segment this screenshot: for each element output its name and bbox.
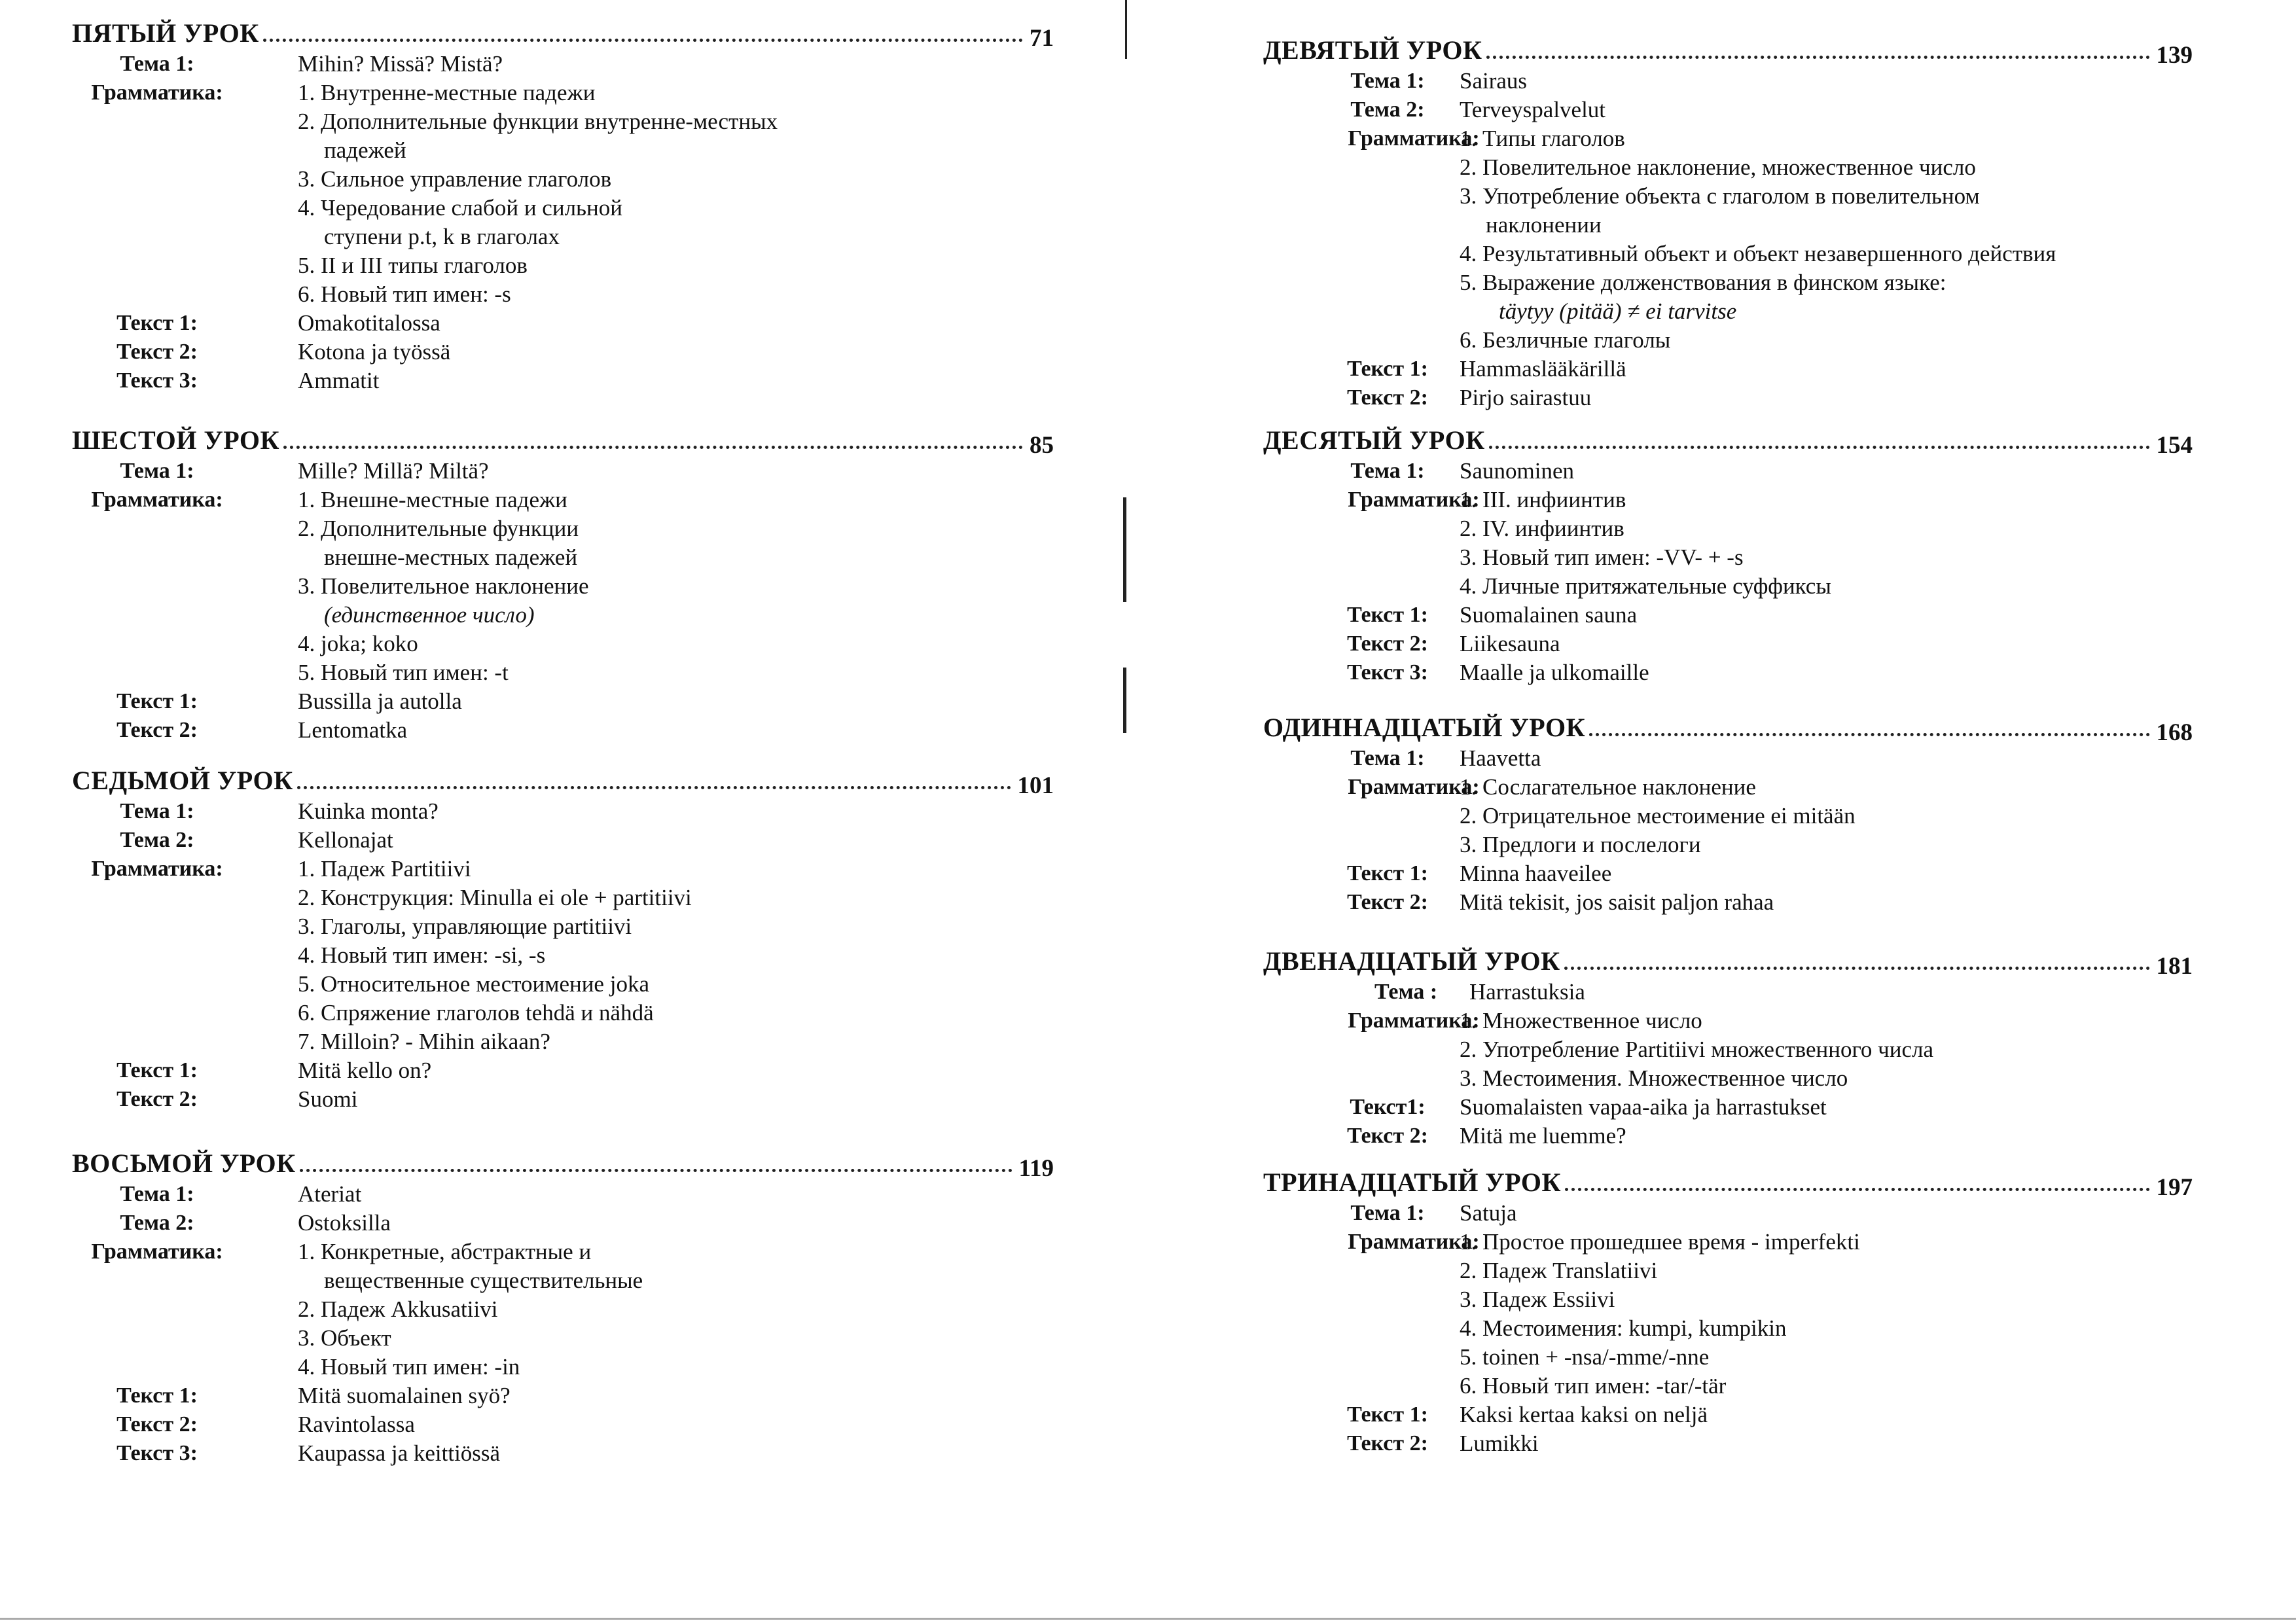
text-reading-value: Kaupassa ja keittiössä xyxy=(298,1440,501,1466)
toc-leader-dots xyxy=(1486,56,2150,59)
text-reading-value: Suomalaisten vapaa-aika ja harrastukset xyxy=(1460,1094,1827,1120)
text-reading-label: Текст 1: xyxy=(1347,357,1428,381)
theme-value: Mihin? Missä? Mistä? xyxy=(298,51,503,77)
grammar-label: Грамматика: xyxy=(1348,126,1480,151)
lesson-page-number: 168 xyxy=(2156,719,2193,746)
grammar-item: 3. Предлоги и послелоги xyxy=(1460,832,1701,857)
text-reading-label: Текст 2: xyxy=(117,340,198,364)
grammar-item: 7. Milloin? - Mihin aikaan? xyxy=(298,1029,550,1054)
lesson-header[interactable] xyxy=(72,416,1054,459)
grammar-item: 4. Личные притяжательные суффиксы xyxy=(1460,573,1831,599)
lesson-page-number: 197 xyxy=(2156,1174,2193,1201)
toc-leader-dots xyxy=(300,1169,1013,1172)
lesson-title: ДЕСЯТЫЙ УРОК xyxy=(1263,425,1485,455)
grammar-item-continuation: внешне-местных падежей xyxy=(324,544,578,570)
grammar-item-continuation: ступени p.t, k в глаголах xyxy=(324,224,560,249)
text-reading-label: Текст 2: xyxy=(117,1087,198,1111)
text-reading-label: Текст 1: xyxy=(117,1383,198,1408)
grammar-item-continuation: täytyy (pitää) ≠ ei tarvitse xyxy=(1499,298,1737,324)
grammar-item: 3. Падеж Essiivi xyxy=(1460,1287,1615,1312)
grammar-label: Грамматика: xyxy=(91,857,223,881)
lesson-title: ВОСЬМОЙ УРОК xyxy=(72,1149,296,1178)
text-reading-value: Suomi xyxy=(298,1086,358,1112)
grammar-item: 6. Безличные глаголы xyxy=(1460,327,1671,353)
theme-label: Тема 1: xyxy=(120,799,194,823)
grammar-item: 1. Внутренне-местные падежи xyxy=(298,80,596,105)
lesson-header[interactable] xyxy=(1263,1158,2193,1201)
text-reading-value: Pirjo sairastuu xyxy=(1460,385,1592,410)
grammar-item: 2. Падеж Translatiivi xyxy=(1460,1258,1658,1283)
grammar-label: Грамматика: xyxy=(1348,1230,1480,1254)
page-bottom-edge xyxy=(0,1618,2296,1620)
theme-label: Тема 2: xyxy=(120,828,194,852)
text-reading-label: Текст 2: xyxy=(1347,385,1428,410)
text-reading-value: Suomalainen sauna xyxy=(1460,602,1638,628)
lesson-header[interactable] xyxy=(1263,937,2193,980)
grammar-item: 5. Выражение долженствования в финском языке: xyxy=(1460,270,1946,295)
lesson-page-number: 139 xyxy=(2156,42,2193,69)
text-reading-value: Liikesauna xyxy=(1460,631,1560,656)
theme-value: Sairaus xyxy=(1460,68,1528,94)
theme-label: Тема 1: xyxy=(120,52,194,76)
grammar-item: 3. Местоимения. Множественное число xyxy=(1460,1065,1848,1091)
lesson-header[interactable] xyxy=(1263,26,2193,69)
toc-leader-dots xyxy=(1564,967,2150,970)
spine-mark xyxy=(1125,0,1127,59)
text-reading-label: Текст 2: xyxy=(1347,1431,1428,1455)
grammar-item: 2. Употребление Partitiivi множественного числа xyxy=(1460,1037,1934,1062)
text-reading-label: Текст 1: xyxy=(1347,603,1428,627)
grammar-label: Грамматика: xyxy=(1348,1008,1480,1033)
lesson-page-number: 181 xyxy=(2156,953,2193,980)
grammar-label: Грамматика: xyxy=(91,1240,223,1264)
grammar-item: 1. III. инфиинтив xyxy=(1460,487,1626,512)
text-reading-label: Текст 1: xyxy=(117,311,198,335)
grammar-item: 1. Падеж Partitiivi xyxy=(298,856,471,882)
grammar-item: 3. Новый тип имен: -VV- + -s xyxy=(1460,544,1744,570)
lesson-title: ТРИНАДЦАТЫЙ УРОК xyxy=(1263,1168,1561,1197)
lesson-header[interactable] xyxy=(72,9,1054,52)
grammar-item: 5. Относительное местоимение joka xyxy=(298,971,649,997)
text-reading-value: Ammatit xyxy=(298,368,380,393)
lesson-title: ПЯТЫЙ УРОК xyxy=(72,18,259,48)
text-reading-value: Lumikki xyxy=(1460,1431,1539,1456)
grammar-item: 1. Типы глаголов xyxy=(1460,126,1625,151)
lesson-title: ОДИННАДЦАТЫЙ УРОК xyxy=(1263,713,1586,742)
lesson-title: СЕДЬМОЙ УРОК xyxy=(72,766,293,795)
grammar-item: 4. Новый тип имен: -si, -s xyxy=(298,942,546,968)
text-reading-value: Hammaslääkärillä xyxy=(1460,356,1626,382)
theme-label: Тема 1: xyxy=(1350,69,1425,93)
grammar-item: 3. Объект xyxy=(298,1325,391,1351)
text-reading-value: Mitä tekisit, jos saisit paljon rahaa xyxy=(1460,889,1774,915)
theme-label: Тема 1: xyxy=(120,459,194,483)
theme-label: Тема 1: xyxy=(1350,1201,1425,1225)
grammar-item: 1. Сослагательное наклонение xyxy=(1460,774,1756,800)
grammar-item: 6. Новый тип имен: -s xyxy=(298,281,511,307)
left-page xyxy=(0,0,1113,1623)
toc-leader-dots xyxy=(1565,1188,2150,1191)
toc-leader-dots xyxy=(1589,733,2149,736)
grammar-item: 1. Конкретные, абстрактные и xyxy=(298,1239,592,1264)
grammar-item: 4. joka; koko xyxy=(298,631,418,656)
theme-value: Ateriat xyxy=(298,1181,362,1207)
text-reading-label: Текст 2: xyxy=(1347,632,1428,656)
text-reading-label: Текст 2: xyxy=(1347,890,1428,914)
theme-label: Тема 2: xyxy=(1350,98,1425,122)
text-reading-label: Текст 2: xyxy=(117,1412,198,1436)
theme-label: Тема 2: xyxy=(120,1211,194,1235)
grammar-label: Грамматика: xyxy=(1348,488,1480,512)
grammar-item: 2. Конструкция: Minulla ei ole + partitiivi xyxy=(298,885,692,910)
text-reading-label: Текст 3: xyxy=(117,1441,198,1465)
lesson-page-number: 101 xyxy=(1017,772,1054,799)
toc-leader-dots xyxy=(1489,446,2150,449)
right-page xyxy=(1263,0,2296,1623)
grammar-item: 3. Повелительное наклонение xyxy=(298,573,589,599)
text-reading-label: Текст1: xyxy=(1350,1095,1426,1119)
grammar-item: 2. Дополнительные функции xyxy=(298,516,579,541)
theme-label: Тема 1: xyxy=(1350,746,1425,770)
grammar-item: 2. Дополнительные функции внутренне-местных xyxy=(298,109,778,134)
text-reading-label: Текст 1: xyxy=(1347,861,1428,885)
grammar-item: 4. Новый тип имен: -in xyxy=(298,1354,520,1380)
spine-mark xyxy=(1123,668,1126,733)
lesson-page-number: 85 xyxy=(1030,432,1054,459)
lesson-page-number: 119 xyxy=(1018,1155,1054,1182)
grammar-item: 1. Множественное число xyxy=(1460,1008,1702,1033)
theme-value: Terveyspalvelut xyxy=(1460,97,1606,122)
lesson-header[interactable] xyxy=(72,757,1054,799)
text-reading-value: Mitä me luemme? xyxy=(1460,1123,1626,1149)
text-reading-value: Bussilla ja autolla xyxy=(298,688,462,714)
grammar-item: 1. Внешне-местные падежи xyxy=(298,487,567,512)
theme-value: Harrastuksia xyxy=(1469,979,1585,1005)
spine-mark xyxy=(1123,497,1126,602)
theme-label: Тема 1: xyxy=(120,1182,194,1206)
grammar-item: 5. Новый тип имен: -t xyxy=(298,660,509,685)
lesson-page-number: 71 xyxy=(1030,25,1054,52)
toc-leader-dots xyxy=(297,786,1011,789)
lesson-title: ДЕВЯТЫЙ УРОК xyxy=(1263,35,1482,65)
text-reading-label: Текст 2: xyxy=(117,718,198,742)
grammar-label: Грамматика: xyxy=(91,488,223,512)
grammar-item: 2. Отрицательное местоимение ei mitään xyxy=(1460,803,1856,829)
theme-value: Kuinka monta? xyxy=(298,798,439,824)
theme-value: Haavetta xyxy=(1460,745,1541,771)
grammar-item: 1. Простое прошедшее время - imperfekti xyxy=(1460,1229,1860,1255)
theme-value: Kellonajat xyxy=(298,827,393,853)
text-reading-label: Текст 2: xyxy=(1347,1124,1428,1148)
theme-value: Ostoksilla xyxy=(298,1210,391,1236)
text-reading-label: Текст 1: xyxy=(1347,1402,1428,1427)
grammar-item-continuation: вещественные существительные xyxy=(324,1268,643,1293)
theme-value: Mille? Millä? Miltä? xyxy=(298,458,489,484)
theme-label: Тема 1: xyxy=(1350,459,1425,483)
text-reading-value: Maalle ja ulkomaille xyxy=(1460,660,1649,685)
grammar-item-continuation: (единственное число) xyxy=(324,602,535,628)
grammar-item: 2. Падеж Akkusatiivi xyxy=(298,1296,498,1322)
grammar-item: 6. Новый тип имен: -tar/-tär xyxy=(1460,1373,1727,1399)
grammar-label: Грамматика: xyxy=(91,80,223,105)
toc-leader-dots xyxy=(263,39,1023,42)
grammar-item: 5. II и III типы глаголов xyxy=(298,253,528,278)
text-reading-value: Mitä kello on? xyxy=(298,1058,432,1083)
text-reading-label: Текст 3: xyxy=(1347,660,1428,685)
grammar-item: 2. IV. инфиинтив xyxy=(1460,516,1624,541)
grammar-item: 5. toinen + -nsa/-mme/-nne xyxy=(1460,1344,1710,1370)
theme-label: Тема : xyxy=(1374,980,1438,1004)
text-reading-value: Omakotitalossa xyxy=(298,310,440,336)
lesson-page-number: 154 xyxy=(2156,432,2193,459)
text-reading-value: Ravintolassa xyxy=(298,1412,415,1437)
lesson-header[interactable] xyxy=(72,1139,1054,1182)
grammar-item: 4. Результативный объект и объект незавершенного действия xyxy=(1460,241,2056,266)
grammar-item: 2. Повелительное наклонение, множественное число xyxy=(1460,154,1976,180)
grammar-item-continuation: падежей xyxy=(324,137,406,163)
lesson-title: ДВЕНАДЦАТЫЙ УРОК xyxy=(1263,946,1560,976)
text-reading-label: Текст 1: xyxy=(117,1058,198,1082)
grammar-item: 3. Глаголы, управляющие partitiivi xyxy=(298,914,632,939)
text-reading-value: Mitä suomalainen syö? xyxy=(298,1383,511,1408)
theme-value: Satuja xyxy=(1460,1200,1517,1226)
text-reading-value: Lentomatka xyxy=(298,717,408,743)
grammar-label: Грамматика: xyxy=(1348,775,1480,799)
grammar-item: 6. Спряжение глаголов tehdä и nähdä xyxy=(298,1000,654,1026)
text-reading-label: Текст 1: xyxy=(117,689,198,713)
text-reading-label: Текст 3: xyxy=(117,368,198,393)
text-reading-value: Kaksi kertaa kaksi on neljä xyxy=(1460,1402,1708,1427)
grammar-item: 3. Употребление объекта с глаголом в повелительном xyxy=(1460,183,1980,209)
text-reading-value: Kotona ja työssä xyxy=(298,339,451,365)
toc-leader-dots xyxy=(283,446,1023,449)
grammar-item: 4. Местоимения: kumpi, kumpikin xyxy=(1460,1315,1787,1341)
theme-value: Saunominen xyxy=(1460,458,1574,484)
text-reading-value: Minna haaveilee xyxy=(1460,861,1612,886)
lesson-title: ШЕСТОЙ УРОК xyxy=(72,425,280,455)
lesson-header[interactable] xyxy=(1263,704,2193,746)
grammar-item: 3. Сильное управление глаголов xyxy=(298,166,612,192)
grammar-item-continuation: наклонении xyxy=(1486,212,1602,238)
grammar-item: 4. Чередование слабой и сильной xyxy=(298,195,622,221)
lesson-header[interactable] xyxy=(1263,416,2193,459)
